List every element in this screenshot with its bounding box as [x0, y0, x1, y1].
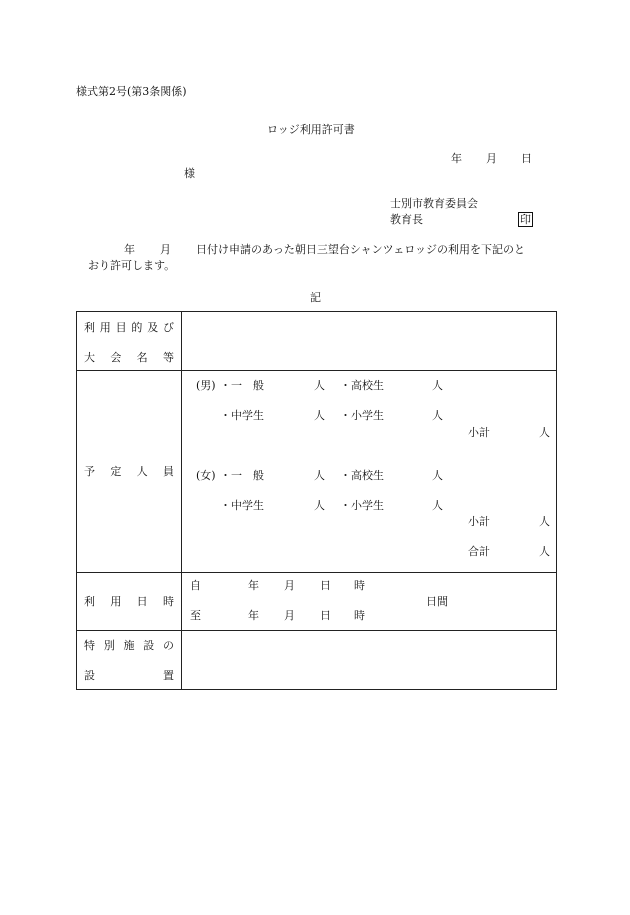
intro-line2: おり許可します。 [88, 259, 176, 272]
male-juniorhigh-unit: 人 [314, 409, 325, 422]
addressee-suffix: 様 [184, 167, 195, 180]
date-year: 年 [451, 152, 462, 165]
usage-to-hour: 時 [354, 609, 365, 622]
usage-days: 日間 [426, 595, 448, 608]
male-juniorhigh-label: ・中学生 [220, 409, 264, 422]
female-general-unit: 人 [314, 469, 325, 482]
usage-date-label: 利 用 日 時 [84, 595, 174, 608]
female-subtotal-unit: 人 [539, 515, 550, 528]
female-elementary-unit: 人 [432, 499, 443, 512]
usage-to-day: 日 [320, 609, 331, 622]
grand-total-unit: 人 [539, 545, 550, 558]
intro-year: 年 [124, 243, 135, 256]
form-number: 様式第2号(第3条関係) [76, 85, 187, 98]
male-elementary-unit: 人 [432, 409, 443, 422]
purpose-label-line1: 利 用 目 的 及 び [84, 321, 174, 334]
document-title: ロッジ利用許可書 [267, 123, 355, 136]
male-highschool-unit: 人 [432, 379, 443, 392]
special-label-line1: 特 別 施 設 の [84, 639, 174, 652]
usage-to: 至 [190, 609, 201, 622]
female-juniorhigh-label: ・中学生 [220, 499, 264, 512]
usage-to-month: 月 [284, 609, 295, 622]
female-subtotal-label: 小計 [468, 515, 490, 528]
special-value-cell[interactable] [182, 631, 556, 689]
female-elementary-label: ・小学生 [340, 499, 384, 512]
male-highschool-label: ・高校生 [340, 379, 384, 392]
female-highschool-label: ・高校生 [340, 469, 384, 482]
issuer-position: 教育長 [390, 213, 423, 226]
male-general-unit: 人 [314, 379, 325, 392]
male-subtotal-label: 小計 [468, 426, 490, 439]
ki-heading: 記 [310, 291, 321, 304]
male-marker: (男) [196, 379, 216, 392]
grand-total-label: 合計 [468, 545, 490, 558]
usage-from-day: 日 [320, 579, 331, 592]
purpose-label-line2: 大 会 名 等 [84, 351, 174, 364]
planned-label: 予 定 人 員 [84, 465, 174, 478]
usage-to-year: 年 [248, 609, 259, 622]
usage-from-year: 年 [248, 579, 259, 592]
date-month: 月 [486, 152, 497, 165]
intro-month: 月 [160, 243, 171, 256]
seal-mark: 印 [520, 213, 531, 226]
female-juniorhigh-unit: 人 [314, 499, 325, 512]
usage-from-month: 月 [284, 579, 295, 592]
female-highschool-unit: 人 [432, 469, 443, 482]
special-label-line2: 設 置 [84, 669, 174, 682]
male-subtotal-unit: 人 [539, 426, 550, 439]
female-general-label: ・一 般 [220, 469, 264, 482]
date-day: 日 [521, 152, 532, 165]
issuer-org: 士別市教育委員会 [390, 197, 478, 210]
female-marker: (女) [196, 469, 216, 482]
usage-from-hour: 時 [354, 579, 365, 592]
usage-from: 自 [190, 579, 201, 592]
purpose-value-cell[interactable] [182, 312, 556, 370]
intro-line1: 日付け申請のあった朝日三望台シャンツェロッジの利用を下記のと [196, 243, 526, 256]
male-elementary-label: ・小学生 [340, 409, 384, 422]
male-general-label: ・一 般 [220, 379, 264, 392]
